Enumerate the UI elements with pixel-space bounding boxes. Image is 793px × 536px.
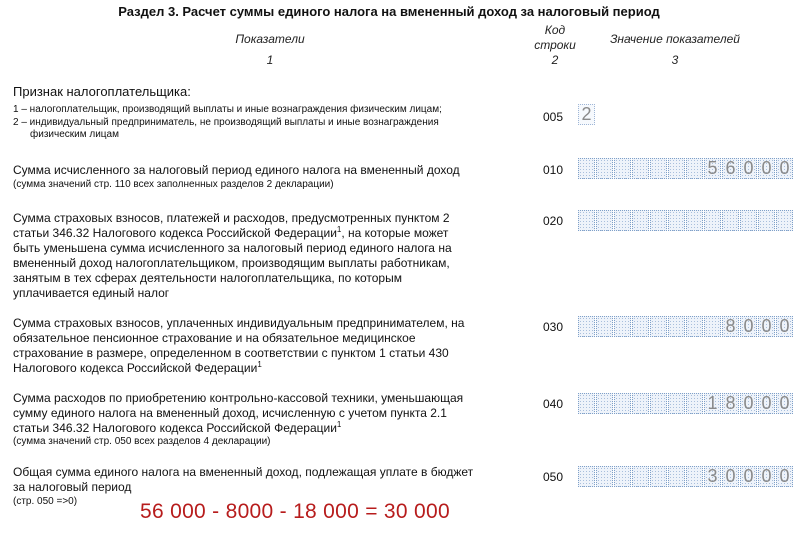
digit-cell[interactable]: [596, 316, 613, 337]
digit-cell[interactable]: [704, 210, 721, 231]
row-030-line-2: обязательное пенсионное страхование и на обязательное медицинское: [13, 331, 416, 345]
digit-cell[interactable]: [578, 210, 595, 231]
header-num-1: 1: [266, 53, 274, 67]
row-005-value-cell[interactable]: 2: [578, 104, 595, 125]
digit-cell[interactable]: 0: [776, 158, 793, 179]
digit-cell[interactable]: [632, 158, 649, 179]
digit-cell[interactable]: [650, 210, 667, 231]
digit-cell[interactable]: [578, 466, 595, 487]
row-030-line-1: Сумма страховых взносов, уплаченных индивидуальным предпринимателем, на: [13, 316, 465, 330]
digit-cell[interactable]: [668, 210, 685, 231]
digit-cell[interactable]: [614, 316, 631, 337]
row-030-footnote-mark: 1: [257, 360, 262, 369]
digit-cell[interactable]: [686, 158, 703, 179]
digit-cell[interactable]: 0: [758, 466, 775, 487]
row-040-line-3: [13, 421, 341, 436]
digit-cell[interactable]: [632, 466, 649, 487]
digit-cell[interactable]: [704, 316, 721, 337]
row-050-code: 050: [543, 470, 564, 484]
digit-cell[interactable]: 0: [776, 316, 793, 337]
row-040-line-1: Сумма расходов по приобретению контрольно-кассовой техники, уменьшающая: [13, 391, 464, 405]
digit-cell[interactable]: 0: [740, 316, 757, 337]
digit-cell[interactable]: [686, 466, 703, 487]
row-005-code: 005: [543, 110, 564, 124]
digit-cell[interactable]: [740, 210, 757, 231]
digit-cell[interactable]: [686, 210, 703, 231]
digit-cell[interactable]: [668, 466, 685, 487]
digit-cell[interactable]: 3: [704, 466, 721, 487]
digit-cell[interactable]: 0: [740, 393, 757, 414]
row-020-line-3: быть уменьшена сумма исчисленного за налоговый период единого налога на: [13, 241, 452, 255]
digit-cell[interactable]: [650, 158, 667, 179]
row-050-line-1: Общая сумма единого налога на вмененный доход, подлежащая уплате в бюджет: [13, 465, 474, 479]
digit-cell[interactable]: [614, 393, 631, 414]
digit-cell[interactable]: [614, 158, 631, 179]
digit-cell[interactable]: [614, 466, 631, 487]
digit-cell[interactable]: [686, 316, 703, 337]
digit-cell[interactable]: [668, 316, 685, 337]
row-020-line-4: вмененный доход налогоплательщиком, производящим выплаты работникам,: [13, 256, 450, 270]
header-values: Значение показателей: [610, 32, 740, 46]
row-030-line-4-text: Налогового кодекса Российской Федерации: [13, 361, 258, 375]
row-020-line-5: занятым в тех сферах деятельности налогоплательщика, по которым: [13, 271, 402, 285]
digit-cell[interactable]: [596, 158, 613, 179]
row-020-line-2b: , на которые может: [341, 226, 449, 240]
row-030-value-field[interactable]: [578, 316, 793, 337]
section-title: Раздел 3. Расчет суммы единого налога на вмененный доход за налоговый период: [118, 4, 660, 19]
digit-cell[interactable]: [668, 158, 685, 179]
digit-cell[interactable]: 1: [704, 393, 721, 414]
row-005-option-1: 1 – налогоплательщик, производящий выплаты и иные вознаграждения физическим лицам;: [13, 104, 442, 115]
row-010-text: Сумма исчисленного за налоговый период единого налога на вмененный доход: [13, 163, 460, 177]
row-010-value-field[interactable]: [578, 158, 793, 179]
digit-cell[interactable]: [596, 393, 613, 414]
row-005-option-2: 2 – индивидуальный предприниматель, не производящий выплаты и иные вознаграждения: [13, 117, 439, 128]
header-code-line2: строки: [534, 38, 576, 52]
calculation-formula: 56 000 - 8000 - 18 000 = 30 000: [140, 500, 450, 523]
row-020-line-1: Сумма страховых взносов, платежей и расходов, предусмотренных пунктом 2: [13, 211, 450, 225]
digit-cell[interactable]: [722, 210, 739, 231]
digit-cell[interactable]: [614, 210, 631, 231]
digit-cell[interactable]: [632, 210, 649, 231]
row-030-line-4: [13, 361, 262, 376]
row-050-line-2: за налоговый период: [13, 480, 132, 494]
row-050-value-field[interactable]: [578, 466, 793, 487]
row-005-option-2-cont: физическим лицам: [30, 129, 119, 140]
row-020-footnote-mark: 1: [336, 225, 342, 234]
row-040-value-field[interactable]: [578, 393, 793, 414]
digit-cell[interactable]: 6: [722, 158, 739, 179]
row-020-line-6: уплачивается единый налог: [13, 286, 170, 300]
digit-cell[interactable]: 0: [776, 393, 793, 414]
digit-cell[interactable]: [578, 316, 595, 337]
header-code-line1: Код: [544, 23, 566, 37]
digit-cell[interactable]: 5: [704, 158, 721, 179]
digit-cell[interactable]: 8: [722, 316, 739, 337]
row-050-note: (стр. 050 =>0): [13, 496, 78, 507]
header-num-3: 3: [671, 53, 679, 67]
digit-cell[interactable]: [596, 466, 613, 487]
digit-cell[interactable]: [596, 210, 613, 231]
digit-cell[interactable]: 0: [758, 393, 775, 414]
digit-cell[interactable]: [632, 316, 649, 337]
digit-cell[interactable]: [650, 466, 667, 487]
row-040-code: 040: [543, 397, 564, 411]
row-020-line-2a: статьи 346.32 Налогового кодекса Российской Федерации: [13, 226, 337, 240]
header-num-2: 2: [551, 53, 559, 67]
digit-cell[interactable]: [776, 210, 793, 231]
row-040-line-3-text: статьи 346.32 Налогового кодекса Российской Федерации: [13, 421, 337, 435]
row-040-line-2: сумму единого налога на вмененный доход, исчисленную с учетом пункта 2.1: [13, 406, 447, 420]
digit-cell[interactable]: [578, 393, 595, 414]
row-030-line-3: страхование в размере, определенном в соответствии с пунктом 1 статьи 430: [13, 346, 449, 360]
digit-cell[interactable]: 8: [722, 393, 739, 414]
digit-cell[interactable]: 0: [758, 158, 775, 179]
digit-cell[interactable]: 0: [722, 466, 739, 487]
digit-cell[interactable]: 0: [776, 466, 793, 487]
header-indicators: Показатели: [235, 32, 305, 46]
digit-cell[interactable]: [650, 316, 667, 337]
digit-cell[interactable]: 0: [740, 466, 757, 487]
digit-cell[interactable]: [758, 210, 775, 231]
digit-cell[interactable]: [686, 393, 703, 414]
row-005-title: Признак налогоплательщика:: [13, 84, 191, 99]
row-010-code: 010: [543, 163, 564, 177]
row-040-note: (сумма значений стр. 050 всех разделов 4 декларации): [13, 436, 271, 447]
row-020-code: 020: [543, 214, 564, 228]
row-010-note: (сумма значений стр. 110 всех заполненных разделов 2 декларации): [13, 179, 334, 190]
digit-cell[interactable]: [668, 393, 685, 414]
row-030-code: 030: [543, 320, 564, 334]
digit-cell[interactable]: [650, 393, 667, 414]
row-005-value-field[interactable]: [578, 104, 595, 125]
digit-cell[interactable]: 0: [740, 158, 757, 179]
digit-cell[interactable]: 0: [758, 316, 775, 337]
row-020-line-2: [13, 226, 448, 241]
digit-cell[interactable]: [578, 158, 595, 179]
row-040-footnote-mark: 1: [336, 420, 342, 429]
digit-cell[interactable]: [632, 393, 649, 414]
row-020-value-field[interactable]: [578, 210, 793, 231]
